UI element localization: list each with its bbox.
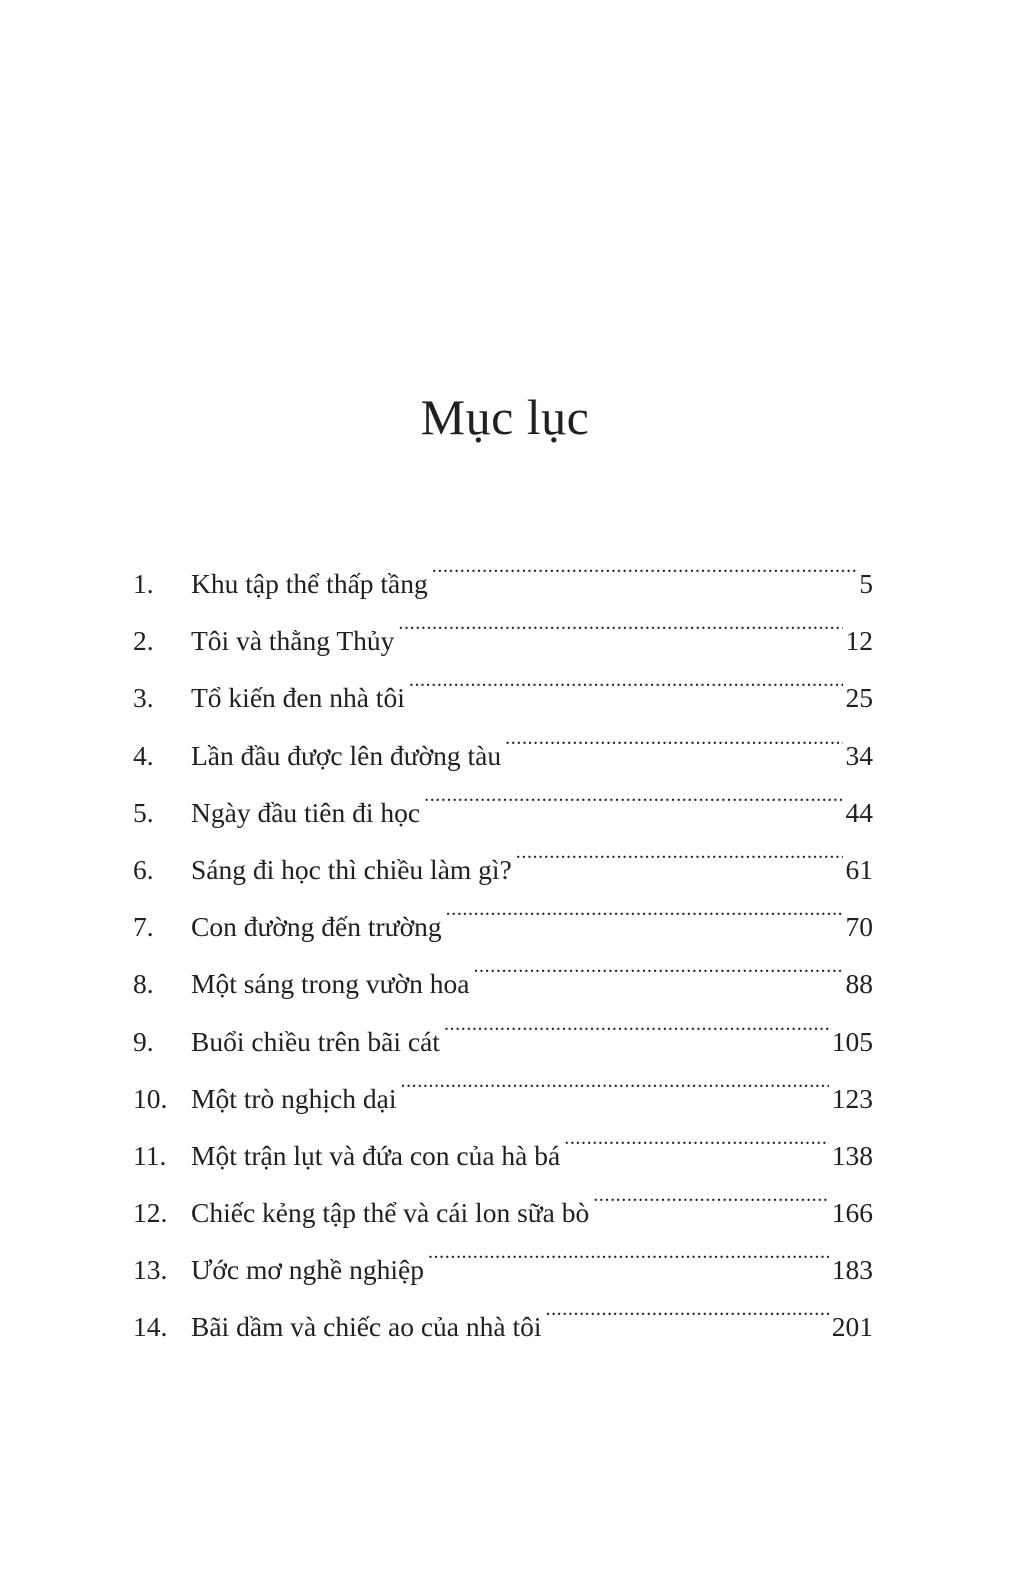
toc-entry[interactable]: [133, 784, 873, 841]
toc-entry[interactable]: [133, 1013, 873, 1070]
dot-leader: [398, 623, 842, 651]
toc-entry[interactable]: [133, 669, 873, 726]
dot-leader: [428, 1252, 829, 1280]
toc-entry-title: Ước mơ nghề nghiệp: [191, 1254, 424, 1286]
dot-leader: [432, 566, 857, 594]
toc-entry[interactable]: [133, 1241, 873, 1298]
toc-entry-number: 3.: [133, 682, 154, 714]
toc-entry[interactable]: [133, 1127, 873, 1184]
toc-entry-number: 7.: [133, 911, 154, 943]
toc-entry-number: 8.: [133, 968, 154, 1000]
toc-entry-title: Con đường đến trường: [191, 911, 442, 943]
toc-entry-title: Khu tập thể thấp tầng: [191, 568, 428, 599]
toc-entry-page: 183: [831, 1254, 873, 1286]
toc-entry-number: 9.: [133, 1025, 154, 1057]
dot-leader: [505, 737, 842, 765]
toc-entry-page: 5: [859, 568, 873, 599]
table-of-contents: [133, 555, 873, 1356]
toc-entry-number: 5.: [133, 796, 154, 828]
toc-entry[interactable]: [133, 841, 873, 898]
toc-entry-number: 10.: [133, 1082, 168, 1114]
toc-entry[interactable]: [133, 1184, 873, 1241]
toc-entry-page: 12: [845, 625, 873, 657]
toc-entry-page: 166: [831, 1197, 873, 1229]
dot-leader: [444, 1023, 829, 1051]
toc-entry-page: 61: [845, 853, 873, 885]
dot-leader: [545, 1309, 828, 1337]
toc-entry-title: Buổi chiều trên bãi cát: [191, 1025, 440, 1057]
toc-entry-page: 105: [831, 1025, 873, 1057]
toc-entry[interactable]: [133, 1298, 873, 1355]
dot-leader: [446, 909, 843, 937]
page-title: Mục lục: [420, 389, 590, 445]
toc-entry-number: 14.: [133, 1311, 168, 1343]
toc-entry-number: 11.: [133, 1139, 167, 1171]
toc-entry-title: Bãi dầm và chiếc ao của nhà tôi: [191, 1311, 542, 1343]
dot-leader: [593, 1195, 828, 1223]
toc-entry-page: 88: [845, 968, 873, 1000]
toc-entry[interactable]: [133, 555, 873, 612]
dot-leader: [516, 851, 843, 879]
toc-entry-number: 6.: [133, 853, 154, 885]
toc-entry-title: Ngày đầu tiên đi học: [191, 796, 421, 828]
toc-entry-page: 123: [831, 1082, 873, 1114]
toc-entry-title: Một trận lụt và đứa con của hà bá: [191, 1139, 561, 1171]
toc-entry[interactable]: [133, 727, 873, 784]
toc-entry-title: Tôi và thằng Thủy: [191, 625, 395, 657]
toc-entry-number: 2.: [133, 625, 154, 657]
toc-entry-page: 25: [845, 682, 873, 714]
toc-entry-page: 138: [831, 1139, 873, 1171]
toc-entry-title: Tổ kiến đen nhà tôi: [191, 682, 405, 714]
toc-entry[interactable]: [133, 612, 873, 669]
toc-entry[interactable]: [133, 955, 873, 1012]
dot-leader: [400, 1080, 828, 1108]
dot-leader: [473, 966, 842, 994]
dot-leader: [564, 1137, 829, 1165]
toc-entry[interactable]: [133, 1070, 873, 1127]
toc-entry-title: Sáng đi học thì chiều làm gì?: [191, 853, 512, 885]
toc-entry-page: 70: [845, 911, 873, 943]
toc-entry-number: 1.: [133, 568, 154, 599]
dot-leader: [424, 794, 842, 822]
toc-entry-title: Lần đầu được lên đường tàu: [191, 739, 502, 771]
toc-entry-page: 201: [831, 1311, 873, 1343]
toc-entry-title: Một sáng trong vườn hoa: [191, 968, 470, 1000]
toc-entry-page: 34: [845, 739, 873, 771]
toc-entry-title: Một trò nghịch dại: [191, 1082, 397, 1114]
toc-entry-page: 44: [845, 796, 873, 828]
toc-entry-number: 12.: [133, 1197, 168, 1229]
toc-entry-title: Chiếc kẻng tập thể và cái lon sữa bò: [191, 1197, 590, 1229]
toc-entry-number: 13.: [133, 1254, 168, 1286]
toc-entry-number: 4.: [133, 739, 154, 771]
dot-leader: [409, 680, 843, 708]
toc-entry[interactable]: [133, 898, 873, 955]
